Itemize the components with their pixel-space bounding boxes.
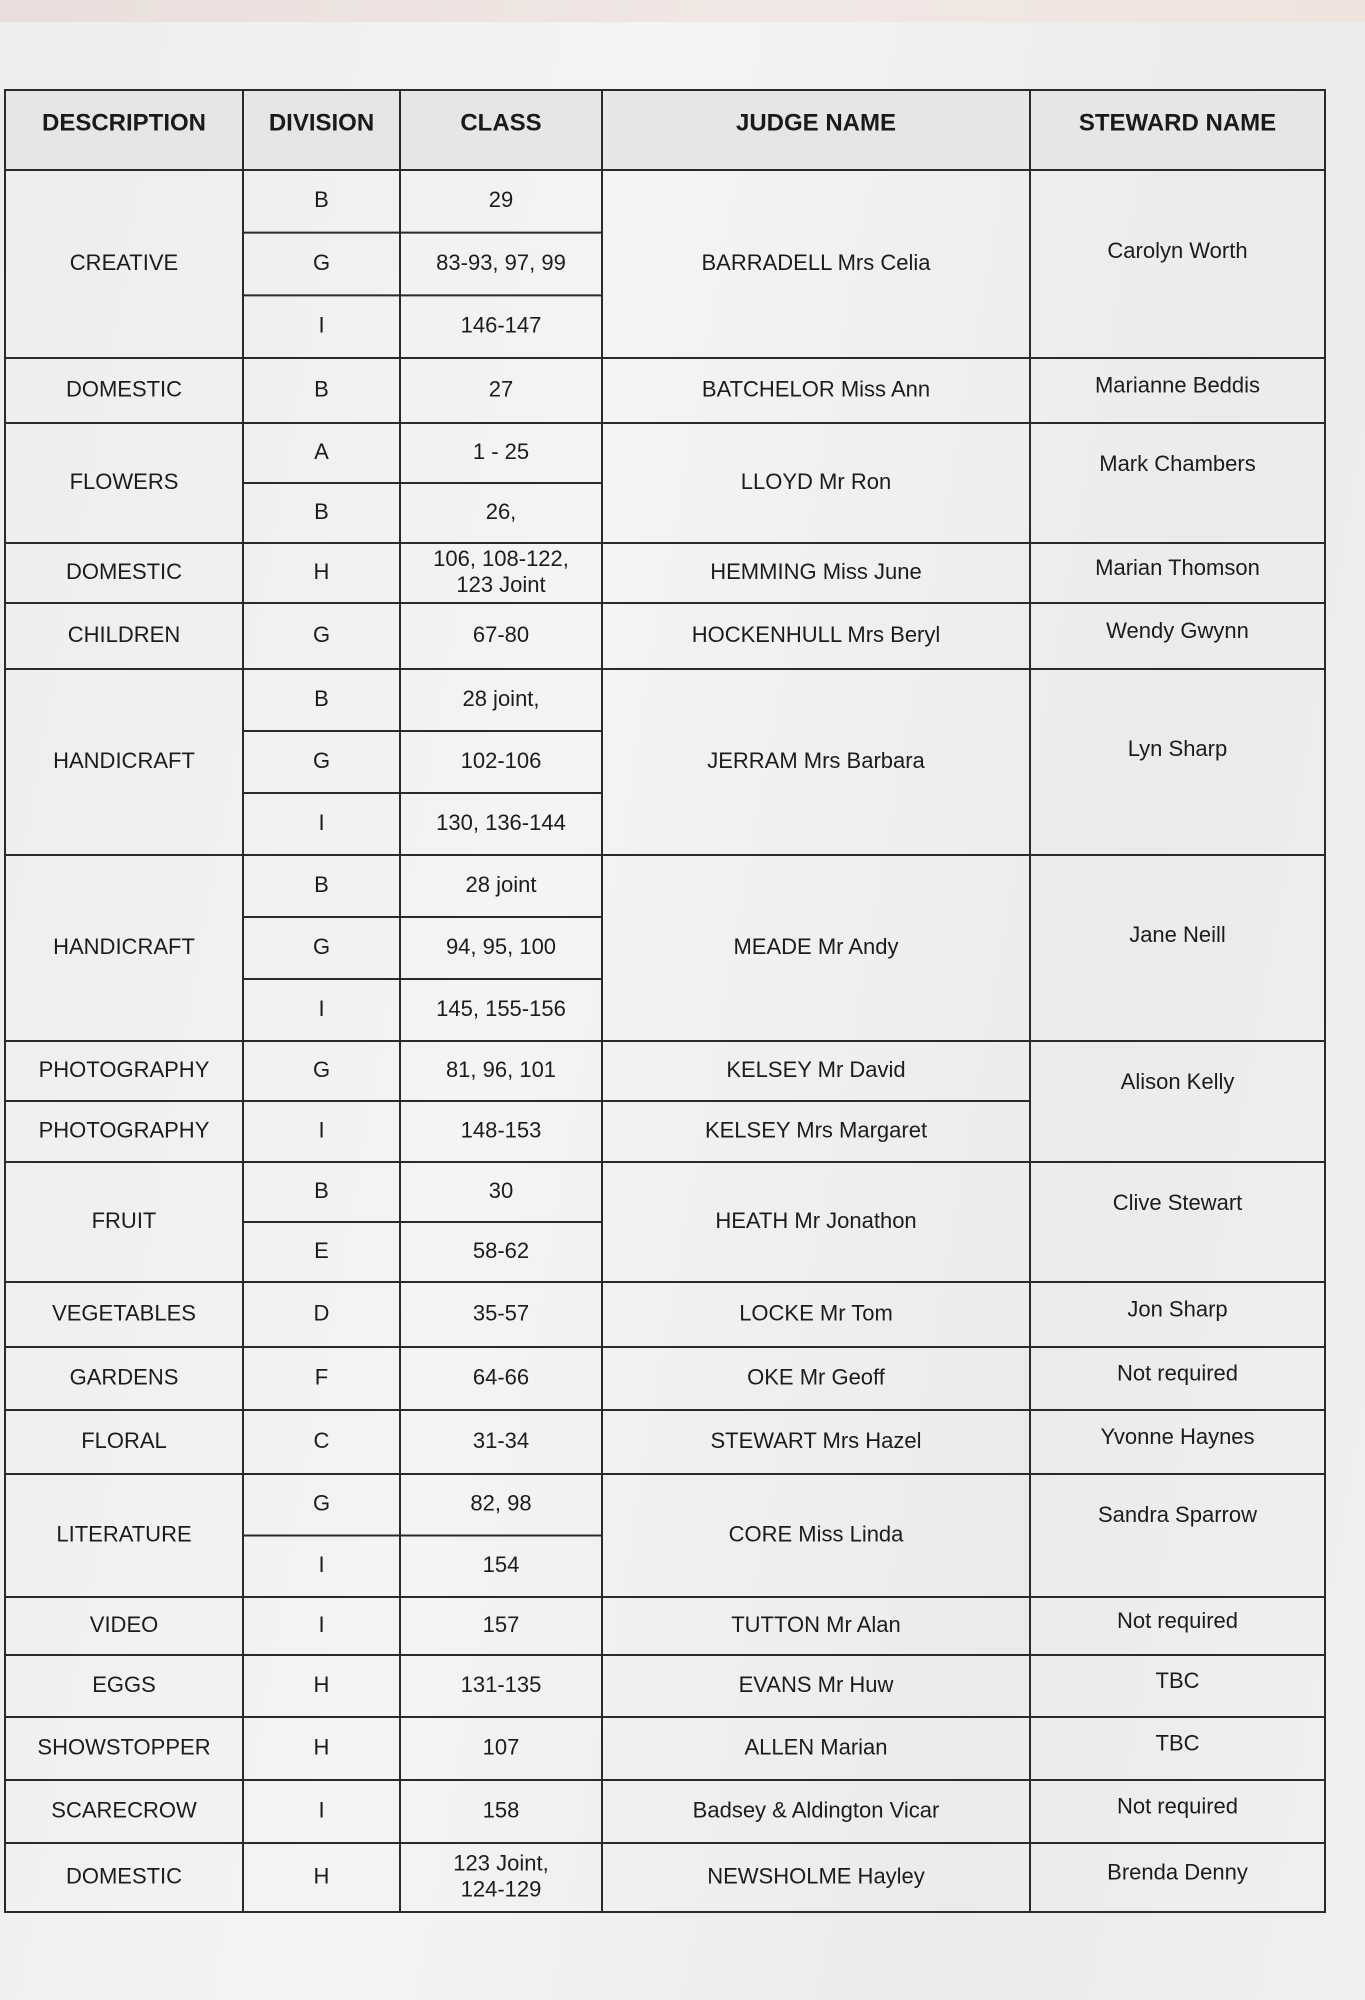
class-cell: 83-93, 97, 99: [436, 249, 566, 275]
class-cell: 27: [488, 376, 514, 402]
header-steward: STEWARD NAME: [1078, 109, 1277, 137]
header-judge: JUDGE NAME: [735, 109, 897, 137]
judge-cell: LOCKE Mr Tom: [739, 1300, 893, 1326]
division-cell: H: [313, 1671, 330, 1697]
description-cell: HANDICRAFT: [53, 933, 195, 959]
judge-cell: EVANS Mr Huw: [738, 1671, 894, 1697]
division-cell: B: [314, 685, 329, 711]
class-cell: 130, 136-144: [436, 809, 566, 835]
division-cell: I: [318, 809, 325, 835]
division-cell: I: [318, 1611, 325, 1637]
division-cell: G: [312, 1056, 331, 1082]
judge-cell: TUTTON Mr Alan: [731, 1611, 901, 1637]
judge-cell: HOCKENHULL Mrs Beryl: [691, 621, 941, 647]
judge-cell: MEADE Mr Andy: [733, 933, 899, 959]
class-cell: 124-129: [460, 1876, 542, 1902]
description-cell: FRUIT: [91, 1207, 157, 1233]
description-cell: PHOTOGRAPHY: [38, 1056, 210, 1082]
division-cell: H: [313, 1734, 330, 1760]
class-cell: 28 joint,: [462, 685, 540, 711]
steward-cell: Jon Sharp: [1127, 1296, 1228, 1322]
class-cell: 154: [482, 1552, 520, 1578]
judge-cell: BARRADELL Mrs Celia: [701, 249, 931, 275]
steward-cell: Alison Kelly: [1120, 1068, 1235, 1094]
division-cell: I: [318, 1117, 325, 1143]
division-cell: I: [318, 995, 325, 1021]
description-cell: CREATIVE: [69, 249, 179, 275]
division-cell: E: [314, 1237, 329, 1263]
description-cell: HANDICRAFT: [53, 747, 195, 773]
division-cell: G: [312, 1490, 331, 1516]
division-cell: G: [312, 621, 331, 647]
steward-cell: Clive Stewart: [1112, 1189, 1243, 1215]
class-cell: 94, 95, 100: [445, 933, 557, 959]
description-cell: SHOWSTOPPER: [37, 1734, 211, 1760]
description-cell: FLORAL: [81, 1427, 167, 1453]
division-cell: I: [318, 1552, 325, 1578]
description-cell: EGGS: [92, 1671, 156, 1697]
description-cell: LITERATURE: [56, 1521, 192, 1547]
judge-cell: KELSEY Mr David: [726, 1056, 906, 1082]
division-cell: I: [318, 1797, 325, 1823]
class-cell: 35-57: [472, 1300, 530, 1326]
judge-cell: CORE Miss Linda: [728, 1521, 904, 1547]
judge-cell: HEATH Mr Jonathon: [715, 1207, 917, 1233]
division-cell: F: [314, 1364, 329, 1390]
judge-cell: LLOYD Mr Ron: [740, 468, 892, 494]
steward-cell: Not required: [1116, 1360, 1239, 1386]
division-cell: H: [313, 558, 330, 584]
division-cell: A: [314, 438, 329, 464]
description-cell: VEGETABLES: [52, 1300, 196, 1326]
division-cell: B: [314, 1177, 329, 1203]
class-cell: 123 Joint,: [453, 1850, 549, 1876]
header-description: DESCRIPTION: [41, 109, 207, 137]
description-cell: DOMESTIC: [65, 1863, 183, 1889]
division-cell: H: [313, 1863, 330, 1889]
class-cell: 81, 96, 101: [445, 1056, 557, 1082]
steward-cell: Wendy Gwynn: [1106, 617, 1249, 643]
steward-cell: TBC: [1155, 1667, 1200, 1693]
division-cell: B: [314, 187, 329, 213]
judge-cell: OKE Mr Geoff: [747, 1364, 885, 1390]
division-cell: B: [314, 498, 329, 524]
description-cell: PHOTOGRAPHY: [38, 1117, 210, 1143]
description-cell: FLOWERS: [69, 468, 179, 494]
class-cell: 31-34: [472, 1427, 530, 1453]
table-frame: [5, 90, 1325, 1912]
class-cell: 158: [482, 1797, 520, 1823]
steward-cell: Yvonne Haynes: [1100, 1423, 1255, 1449]
judge-cell: STEWART Mrs Hazel: [710, 1427, 922, 1453]
class-cell: 157: [482, 1611, 520, 1637]
judge-cell: BATCHELOR Miss Ann: [701, 376, 931, 402]
description-cell: DOMESTIC: [65, 376, 183, 402]
class-cell: 30: [488, 1177, 514, 1203]
steward-cell: Marianne Beddis: [1094, 372, 1261, 398]
class-cell: 1 - 25: [472, 438, 530, 464]
class-cell: 26,: [485, 498, 517, 524]
class-cell: 145, 155-156: [436, 995, 566, 1021]
judge-cell: HEMMING Miss June: [710, 558, 922, 584]
steward-cell: Lyn Sharp: [1127, 735, 1228, 761]
steward-cell: Marian Thomson: [1095, 554, 1260, 580]
description-cell: CHILDREN: [67, 621, 181, 647]
description-cell: SCARECROW: [51, 1797, 197, 1823]
steward-cell: TBC: [1155, 1730, 1200, 1756]
division-cell: I: [318, 312, 325, 338]
judge-cell: NEWSHOLME Hayley: [707, 1863, 925, 1889]
judge-cell: Badsey & Aldington Vicar: [692, 1797, 940, 1823]
judge-cell: ALLEN Marian: [744, 1734, 888, 1760]
division-cell: B: [314, 871, 329, 897]
description-cell: VIDEO: [89, 1611, 159, 1637]
steward-cell: Not required: [1116, 1607, 1239, 1633]
steward-cell: Carolyn Worth: [1107, 237, 1248, 263]
division-cell: G: [312, 933, 331, 959]
class-cell: 82, 98: [470, 1490, 532, 1516]
description-cell: GARDENS: [69, 1364, 179, 1390]
description-cell: DOMESTIC: [65, 558, 183, 584]
header-division: DIVISION: [268, 109, 375, 137]
judge-cell: JERRAM Mrs Barbara: [707, 747, 925, 773]
class-cell: 58-62: [472, 1237, 530, 1263]
class-cell: 102-106: [460, 747, 542, 773]
steward-cell: Mark Chambers: [1099, 450, 1256, 476]
class-cell: 131-135: [460, 1671, 542, 1697]
class-cell: 146-147: [460, 312, 542, 338]
header-class: CLASS: [460, 109, 542, 137]
class-cell: 29: [488, 187, 514, 213]
division-cell: C: [313, 1427, 330, 1453]
steward-cell: Brenda Denny: [1107, 1859, 1248, 1885]
class-cell: 123 Joint: [456, 571, 546, 597]
class-cell: 107: [482, 1734, 520, 1760]
class-cell: 64-66: [472, 1364, 530, 1390]
steward-cell: Sandra Sparrow: [1098, 1501, 1257, 1527]
judge-cell: KELSEY Mrs Margaret: [704, 1117, 928, 1143]
division-cell: D: [313, 1300, 330, 1326]
class-cell: 28 joint: [465, 871, 537, 897]
steward-cell: Not required: [1116, 1793, 1239, 1819]
class-cell: 148-153: [460, 1117, 542, 1143]
class-cell: 106, 108-122,: [433, 545, 569, 571]
division-cell: B: [314, 376, 329, 402]
division-cell: G: [312, 747, 331, 773]
steward-cell: Jane Neill: [1129, 921, 1226, 947]
class-cell: 67-80: [472, 621, 530, 647]
division-cell: G: [312, 249, 331, 275]
